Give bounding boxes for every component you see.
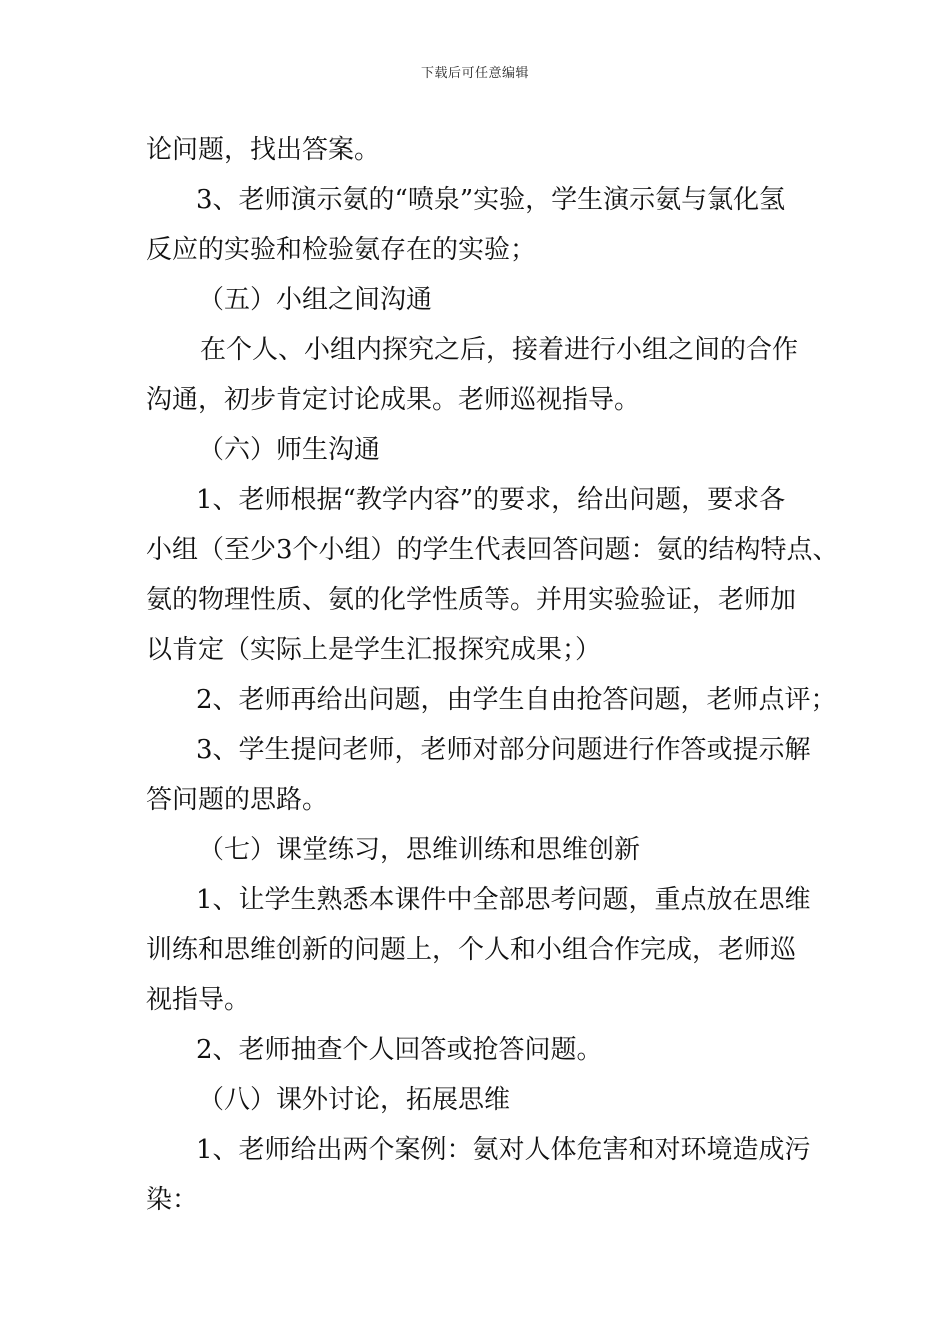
paragraph-line: 3、学生提问老师，老师对部分问题进行作答或提示解: [196, 735, 811, 765]
section-heading: （五）小组之间沟通: [198, 285, 433, 315]
section-heading: （八）课外讨论，拓展思维: [198, 1085, 511, 1115]
paragraph-line: 视指导。: [146, 985, 251, 1015]
page-header: 下载后可任意编辑: [420, 66, 529, 81]
paragraph-line: 沟通，初步肯定讨论成果。老师巡视指导。: [146, 385, 641, 415]
paragraph-line: 论问题，找出答案。: [146, 135, 381, 165]
paragraph-line: 在个人、小组内探究之后，接着进行小组之间的合作: [200, 335, 799, 365]
section-heading: （七）课堂练习，思维训练和思维创新: [198, 835, 641, 865]
paragraph-line: 2、老师抽查个人回答或抢答问题。: [196, 1035, 603, 1065]
paragraph-line: 1、老师根据“教学内容”的要求，给出问题，要求各: [196, 485, 786, 515]
paragraph-line: 染：: [146, 1185, 199, 1215]
paragraph-line: 训练和思维创新的问题上，个人和小组合作完成，老师巡: [146, 935, 797, 965]
section-heading: （六）师生沟通: [198, 435, 381, 465]
paragraph-line: 氨的物理性质、氨的化学性质等。并用实验验证，老师加: [146, 585, 797, 615]
paragraph-line: 3、老师演示氨的“喷泉”实验，学生演示氨与氯化氢: [196, 185, 786, 215]
paragraph-line: 反应的实验和检验氨存在的实验；: [146, 235, 537, 265]
paragraph-line: 1、老师给出两个案例：氨对人体危害和对环境造成污: [196, 1135, 811, 1165]
paragraph-line: 答问题的思路。: [146, 785, 329, 815]
paragraph-line: 以肯定（实际上是学生汇报探究成果；）: [146, 635, 602, 665]
paragraph-line: 1、让学生熟悉本课件中全部思考问题，重点放在思维: [196, 885, 811, 915]
paragraph-line: 2、老师再给出问题，由学生自由抢答问题，老师点评；: [196, 685, 837, 715]
paragraph-line: 小组（至少3个小组）的学生代表回答问题：氨的结构特点、: [146, 535, 839, 565]
